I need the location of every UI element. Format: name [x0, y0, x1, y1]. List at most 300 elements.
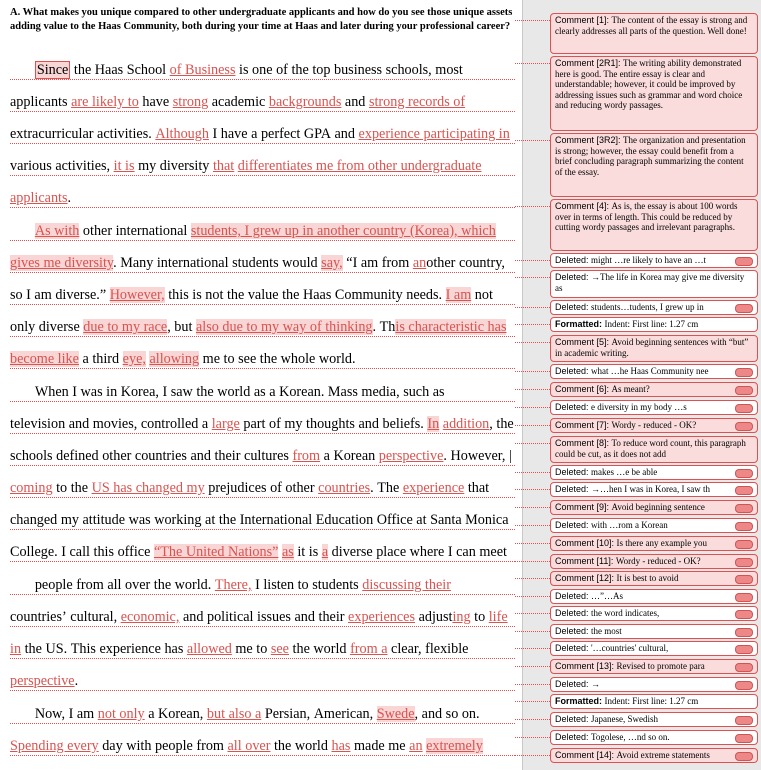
essay-text: my diversity — [134, 158, 213, 174]
expand-icon[interactable] — [735, 422, 753, 431]
essay-text: . However, | — [443, 448, 512, 464]
balloon-connector — [515, 596, 550, 597]
inserted-text: from — [292, 448, 321, 464]
markup-guide-line — [10, 272, 515, 273]
comment-balloon[interactable] — [550, 436, 758, 463]
balloon-connector — [515, 371, 550, 372]
inserted-text: in — [10, 641, 22, 657]
essay-text: schools defined other countries and their cultures — [10, 448, 293, 464]
inserted-text: Although — [155, 126, 209, 142]
commented-inserted-text: say, — [321, 255, 343, 271]
balloon-text: Revised to promote para — [616, 661, 705, 671]
comment-balloon[interactable] — [550, 500, 758, 515]
essay-text: applicants — [10, 94, 72, 110]
essay-text: people from all over the world. — [10, 577, 215, 593]
balloon-label: Comment [3R2]: — [555, 135, 624, 145]
essay-text: the world — [270, 738, 332, 754]
balloon-label: Deleted: — [555, 484, 592, 494]
essay-text: . — [74, 673, 79, 689]
commented-inserted-text: allowing — [149, 351, 200, 367]
inserted-text: see — [270, 641, 289, 657]
markup-guide-line — [10, 79, 515, 80]
inserted-text: strong records of — [368, 94, 466, 110]
markup-guide-line — [10, 529, 515, 530]
expand-icon[interactable] — [735, 628, 753, 637]
deleted-balloon[interactable] — [550, 624, 758, 639]
essay-text: prejudices of other — [204, 480, 319, 496]
expand-icon[interactable] — [735, 368, 753, 377]
essay-text: . — [67, 190, 72, 206]
essay-text: , the — [489, 416, 514, 432]
essay-line — [10, 190, 71, 207]
commented-inserted-text: students, I grew up in another country (Korea), which — [190, 223, 496, 239]
comment-balloon[interactable] — [550, 554, 758, 569]
inserted-text: an — [412, 255, 427, 271]
essay-text: me to see the whole world. — [199, 351, 356, 367]
balloon-label: Comment [11]: — [555, 556, 616, 566]
inserted-text: countries — [318, 480, 371, 496]
inserted-text: differentiates me from other undergraduate — [237, 158, 482, 174]
balloon-text: Japanese, Swedish — [591, 714, 659, 724]
inserted-text: has — [331, 738, 351, 754]
commented-inserted-text: As with — [34, 223, 80, 239]
markup-guide-line — [10, 401, 515, 402]
inserted-text: an — [409, 738, 423, 754]
commented-inserted-text: However, — [109, 287, 165, 303]
commented-inserted-text: “The United Nations” — [153, 544, 279, 560]
balloon-label: Deleted: — [555, 608, 592, 618]
balloon-text: →…hen I was in Korea, I saw th — [591, 484, 710, 494]
inserted-text: of Business — [169, 62, 236, 78]
expand-icon[interactable] — [735, 681, 753, 690]
essay-text: . The — [370, 480, 403, 496]
inserted-text: perspective — [10, 673, 75, 689]
markup-guide-line — [10, 497, 515, 498]
essay-text: a Korean — [320, 448, 379, 464]
balloon-text: Wordy - reduced - OK? — [615, 556, 701, 566]
markup-guide-line — [10, 465, 515, 466]
balloon-connector — [515, 472, 550, 473]
commented-inserted-text: as — [281, 544, 294, 560]
balloon-text: makes …e be able — [591, 467, 658, 477]
balloon-connector — [515, 443, 550, 444]
essay-text: changed my attitude was working at the International Education Office at Santa Monica — [10, 512, 509, 528]
inserted-text: discussing their — [362, 577, 451, 593]
balloon-text: Avoid extreme statements — [616, 750, 710, 760]
markup-guide-line — [10, 690, 515, 691]
essay-text: to — [470, 609, 489, 625]
essay-text: a Korean, — [144, 706, 207, 722]
essay-text: academic — [208, 94, 269, 110]
balloon-label: Comment [8]: — [555, 438, 612, 448]
commented-inserted-text: eye, — [122, 351, 146, 367]
expand-icon[interactable] — [735, 645, 753, 654]
expand-icon[interactable] — [735, 540, 753, 549]
balloon-label: Deleted: — [555, 714, 592, 724]
comment-balloon[interactable] — [550, 335, 758, 362]
expand-icon[interactable] — [735, 257, 753, 266]
balloon-label: Comment [13]: — [555, 661, 617, 671]
commented-inserted-text: a — [321, 544, 329, 560]
balloon-connector — [515, 701, 550, 702]
essay-text: this is not the value the Haas Community needs. — [164, 287, 446, 303]
expand-icon[interactable] — [735, 304, 753, 313]
balloon-connector — [515, 719, 550, 720]
essay-text: clear, flexible — [387, 641, 469, 657]
balloon-label: Comment [7]: — [555, 420, 612, 430]
inserted-text: large — [211, 416, 240, 432]
balloon-text: the most — [591, 626, 622, 636]
balloon-text: The organization and presentation is strong; however, the essay could benefit from a brief concluding paragraph summarizing the content of the essay. — [555, 135, 746, 177]
balloon-label: Deleted: — [555, 272, 592, 282]
balloon-text: Togolese, …nd so on. — [591, 732, 670, 742]
markup-guide-line — [10, 240, 515, 241]
balloon-text: Avoid beginning sentence — [611, 502, 705, 512]
essay-line — [10, 62, 463, 79]
comment-balloon[interactable] — [550, 382, 758, 397]
essay-text: day with people from — [98, 738, 228, 754]
comment-balloon[interactable] — [550, 536, 758, 551]
comment-balloon[interactable] — [550, 418, 758, 433]
deleted-balloon[interactable] — [550, 482, 758, 497]
inserted-text: coming — [10, 480, 53, 496]
balloon-text: The writing ability demonstrated here is good. The entire essay is clear and understandable; however, it could be improved by addressing issues such as grammar and word choice and reducing wordy passages. — [555, 58, 743, 110]
deleted-balloon[interactable] — [550, 518, 758, 533]
essay-text: When I was in Korea, I saw the world as a Korean. Mass media, such as — [10, 384, 445, 400]
expand-icon[interactable] — [735, 558, 753, 567]
markup-guide-line — [10, 755, 515, 756]
balloon-connector — [515, 342, 550, 343]
balloon-connector — [515, 407, 550, 408]
inserted-text: economic, — [120, 609, 180, 625]
inserted-text: strong — [172, 94, 209, 110]
balloon-connector — [515, 543, 550, 544]
balloon-text: Indent: First line: 1.27 cm — [604, 696, 699, 706]
essay-line — [10, 673, 78, 690]
balloon-text: To reduce word count, this paragraph could be cut, as it does not add — [555, 438, 746, 459]
inserted-text: Spending every — [10, 738, 99, 754]
essay-line — [10, 94, 465, 111]
balloon-connector — [515, 561, 550, 562]
inserted-text: perspective — [378, 448, 444, 464]
essay-line — [10, 738, 483, 755]
markup-guide-line — [10, 626, 515, 627]
deleted-balloon[interactable] — [550, 712, 758, 727]
essay-line — [10, 706, 480, 723]
balloon-connector — [515, 20, 550, 21]
inserted-text: life — [488, 609, 508, 625]
balloon-connector — [515, 425, 550, 426]
balloon-connector — [515, 389, 550, 390]
balloon-connector — [515, 277, 550, 278]
inserted-text: but also a — [206, 706, 262, 722]
essay-line — [10, 512, 509, 529]
essay-text: , and so on. — [414, 706, 480, 722]
markup-guide-line — [10, 304, 515, 305]
deleted-balloon[interactable] — [550, 641, 758, 656]
deleted-balloon[interactable] — [550, 589, 758, 604]
balloon-label: Formatted: — [555, 319, 605, 329]
essay-line — [10, 480, 489, 497]
essay-text: Now, I am — [10, 706, 98, 722]
essay-line — [10, 448, 512, 465]
essay-line — [10, 158, 482, 175]
inserted-text: US has changed my — [91, 480, 205, 496]
balloon-label: Comment [14]: — [555, 750, 617, 760]
essay-text: it is — [293, 544, 322, 560]
markup-guide-line — [10, 433, 515, 434]
essay-text: the world — [288, 641, 351, 657]
inserted-text: that — [212, 158, 235, 174]
expand-icon[interactable] — [735, 752, 753, 761]
essay-line — [10, 126, 510, 143]
essay-text: and political issues and their — [179, 609, 349, 625]
essay-text: . Th — [372, 319, 396, 335]
essay-text: is one of the top business schools, most — [235, 62, 463, 78]
balloon-connector — [515, 666, 550, 667]
essay-line — [10, 609, 508, 626]
inserted-text: experiences — [348, 609, 416, 625]
essay-text — [10, 223, 35, 239]
balloon-text: e diversity in my body …s — [591, 402, 687, 412]
essay-text: a third — [78, 351, 123, 367]
comment-balloon[interactable] — [550, 133, 758, 197]
markup-guide-line — [10, 336, 515, 337]
comment-balloon[interactable] — [550, 199, 758, 251]
essay-line — [10, 641, 468, 658]
balloon-label: Deleted: — [555, 679, 592, 689]
formatted-balloon[interactable] — [550, 694, 758, 709]
comment-balloon[interactable] — [550, 56, 758, 131]
inserted-text: from a — [350, 641, 388, 657]
expand-icon[interactable] — [735, 486, 753, 495]
balloon-connector — [515, 578, 550, 579]
balloon-label: Deleted: — [555, 467, 592, 477]
essay-line — [10, 544, 507, 561]
essay-text: only diverse — [10, 319, 84, 335]
balloon-text: Avoid beginning sentences with “but” in academic writing. — [555, 337, 749, 358]
essay-text: other country, — [426, 255, 505, 271]
essay-line — [10, 255, 505, 272]
expand-icon[interactable] — [735, 593, 753, 602]
deleted-balloon[interactable] — [550, 677, 758, 692]
inserted-text: it is — [113, 158, 135, 174]
formatted-balloon[interactable] — [550, 317, 758, 332]
balloon-label: Deleted: — [555, 732, 592, 742]
expand-icon[interactable] — [735, 522, 753, 531]
essay-text — [10, 62, 35, 78]
essay-text: have — [138, 94, 173, 110]
essay-text: other international — [79, 223, 191, 239]
commented-inserted-text: also due to my way of thinking — [195, 319, 373, 335]
essay-text: College. I call this office — [10, 544, 154, 560]
balloon-connector — [515, 489, 550, 490]
essay-text: part of my thoughts and beliefs. — [239, 416, 428, 432]
expand-icon[interactable] — [735, 663, 753, 672]
balloon-text: with …rom a Korean — [591, 520, 668, 530]
balloon-label: Deleted: — [555, 302, 592, 312]
commented-inserted-text: due to my race — [83, 319, 168, 335]
balloon-connector — [515, 737, 550, 738]
inserted-text: applicants — [10, 190, 68, 206]
balloon-connector — [515, 507, 550, 508]
inserted-text: experience participating in — [358, 126, 510, 142]
essay-text: , but — [167, 319, 196, 335]
expand-icon[interactable] — [735, 575, 753, 584]
balloon-text: Is there any example you — [616, 538, 707, 548]
essay-text: that — [464, 480, 490, 496]
balloon-label: Comment [2R1]: — [555, 58, 624, 68]
commented-inserted-text: Swede — [376, 706, 415, 722]
balloon-label: Deleted: — [555, 402, 592, 412]
essay-text: and — [341, 94, 369, 110]
markup-guide-line — [10, 723, 515, 724]
markup-guide-line — [10, 561, 515, 562]
essay-text: not — [471, 287, 493, 303]
inserted-text: experience — [402, 480, 465, 496]
markup-guide-line — [10, 111, 515, 112]
essay-text: me to — [231, 641, 271, 657]
expand-icon[interactable] — [735, 734, 753, 743]
essay-text: so I am diverse.” — [10, 287, 110, 303]
essay-text: diverse place where I can meet — [328, 544, 507, 560]
essay-question: A. What makes you unique compared to other undergraduate applicants and how do you see those unique assets adding value to the Haas Community, both during your time at Haas and later during your professional career? — [10, 7, 513, 32]
balloon-connector — [515, 648, 550, 649]
commented-inserted-text: become like — [10, 351, 79, 367]
balloon-text: As is, the essay is about 100 words over in terms of length. This could be reduced by cutting wordy passages and irrelevant paragraphs. — [555, 201, 738, 232]
expand-icon[interactable] — [735, 386, 753, 395]
balloon-text: students…tudents, I grew up in — [591, 302, 704, 312]
balloon-connector — [515, 684, 550, 685]
inserted-text: backgrounds — [268, 94, 342, 110]
markup-guide-line — [10, 658, 515, 659]
commented-inserted-text: I am — [445, 287, 472, 303]
deleted-balloon[interactable] — [550, 730, 758, 745]
balloon-label: Comment [9]: — [555, 502, 612, 512]
comment-anchor-text: Since — [36, 62, 69, 78]
expand-icon[interactable] — [735, 610, 753, 619]
balloon-text: → — [591, 679, 601, 689]
balloon-connector — [515, 324, 550, 325]
balloon-label: Deleted: — [555, 591, 592, 601]
balloon-label: Deleted: — [555, 520, 592, 530]
essay-text: Persian, American, — [261, 706, 377, 722]
balloon-label: Deleted: — [555, 366, 592, 376]
deleted-balloon[interactable] — [550, 253, 758, 268]
commented-inserted-text: In — [427, 416, 440, 432]
inserted-text: all over — [227, 738, 271, 754]
comment-balloon[interactable] — [550, 13, 758, 54]
essay-text: countries’ cultural, — [10, 609, 121, 625]
essay-text: to the — [52, 480, 92, 496]
comment-balloon[interactable] — [550, 748, 758, 763]
balloon-text: the word indicates, — [591, 608, 660, 618]
essay-text: . Many international students would — [113, 255, 322, 271]
expand-icon[interactable] — [735, 404, 753, 413]
essay-text: extracurricular activities. — [10, 126, 156, 142]
markup-guide-line — [10, 368, 515, 369]
balloon-label: Deleted: — [555, 643, 592, 653]
essay-line — [10, 287, 493, 304]
balloon-text: Wordy - reduced - OK? — [611, 420, 697, 430]
commented-inserted-text: gives me diversity — [10, 255, 114, 271]
inserted-text: are likely to — [71, 94, 139, 110]
essay-line — [10, 384, 445, 401]
balloon-text: what …he Haas Community nee — [591, 366, 709, 376]
balloon-text: might …re likely to have an …t — [591, 255, 707, 265]
inserted-text: addition — [442, 416, 490, 432]
commented-inserted-text: extremely — [426, 738, 483, 754]
balloon-connector — [515, 206, 550, 207]
balloon-text: '…countries' cultural, — [591, 643, 669, 653]
deleted-balloon[interactable] — [550, 400, 758, 415]
inserted-text: ing — [452, 609, 471, 625]
deleted-balloon[interactable] — [550, 270, 758, 298]
inserted-text: allowed — [186, 641, 232, 657]
essay-text: the Haas School — [70, 62, 170, 78]
comment-balloon[interactable] — [550, 659, 758, 674]
balloon-text: Indent: First line: 1.27 cm — [604, 319, 699, 329]
deleted-balloon[interactable] — [550, 465, 758, 480]
essay-text: television and movies, controlled a — [10, 416, 212, 432]
inserted-text: There, — [214, 577, 252, 593]
comment-balloon[interactable] — [550, 571, 758, 586]
essay-line — [10, 223, 496, 240]
balloon-text: The content of the essay is strong and clearly addresses all parts of the question. Well done! — [555, 15, 748, 36]
balloon-text: →The life in Korea may give me diversity as — [555, 272, 745, 293]
essay-line — [10, 577, 451, 594]
balloon-connector — [515, 613, 550, 614]
balloon-label: Deleted: — [555, 255, 592, 265]
markup-guide-line — [10, 143, 515, 144]
balloon-label: Comment [10]: — [555, 538, 617, 548]
deleted-balloon[interactable] — [550, 364, 758, 379]
balloon-label: Comment [1]: — [555, 15, 612, 25]
balloon-label: Comment [5]: — [555, 337, 612, 347]
expand-icon[interactable] — [735, 716, 753, 725]
balloon-connector — [515, 525, 550, 526]
essay-text: various activities, — [10, 158, 114, 174]
balloon-label: Formatted: — [555, 696, 605, 706]
deleted-balloon[interactable] — [550, 300, 758, 315]
markup-guide-line — [10, 207, 515, 208]
essay-text: I have a perfect GPA and — [208, 126, 359, 142]
essay-text: adjust — [415, 609, 453, 625]
balloon-connector — [515, 307, 550, 308]
essay-line — [10, 416, 514, 433]
deleted-balloon[interactable] — [550, 606, 758, 621]
essay-line — [10, 351, 356, 368]
balloon-connector — [515, 63, 550, 64]
balloon-label: Deleted: — [555, 626, 592, 636]
essay-text: “I am from — [342, 255, 413, 271]
balloon-label: Comment [12]: — [555, 573, 617, 583]
balloon-connector — [515, 631, 550, 632]
balloon-label: Comment [4]: — [555, 201, 612, 211]
balloon-connector — [515, 755, 550, 756]
markup-guide-line — [10, 594, 515, 595]
expand-icon[interactable] — [735, 469, 753, 478]
inserted-text: not only — [97, 706, 145, 722]
balloon-text: …”…As — [591, 591, 624, 601]
essay-line — [10, 319, 506, 336]
balloon-connector — [515, 260, 550, 261]
essay-text: I listen to students — [251, 577, 363, 593]
commented-inserted-text: is characteristic has — [395, 319, 507, 335]
markup-guide-line — [10, 175, 515, 176]
essay-text: made me — [350, 738, 410, 754]
expand-icon[interactable] — [735, 504, 753, 513]
